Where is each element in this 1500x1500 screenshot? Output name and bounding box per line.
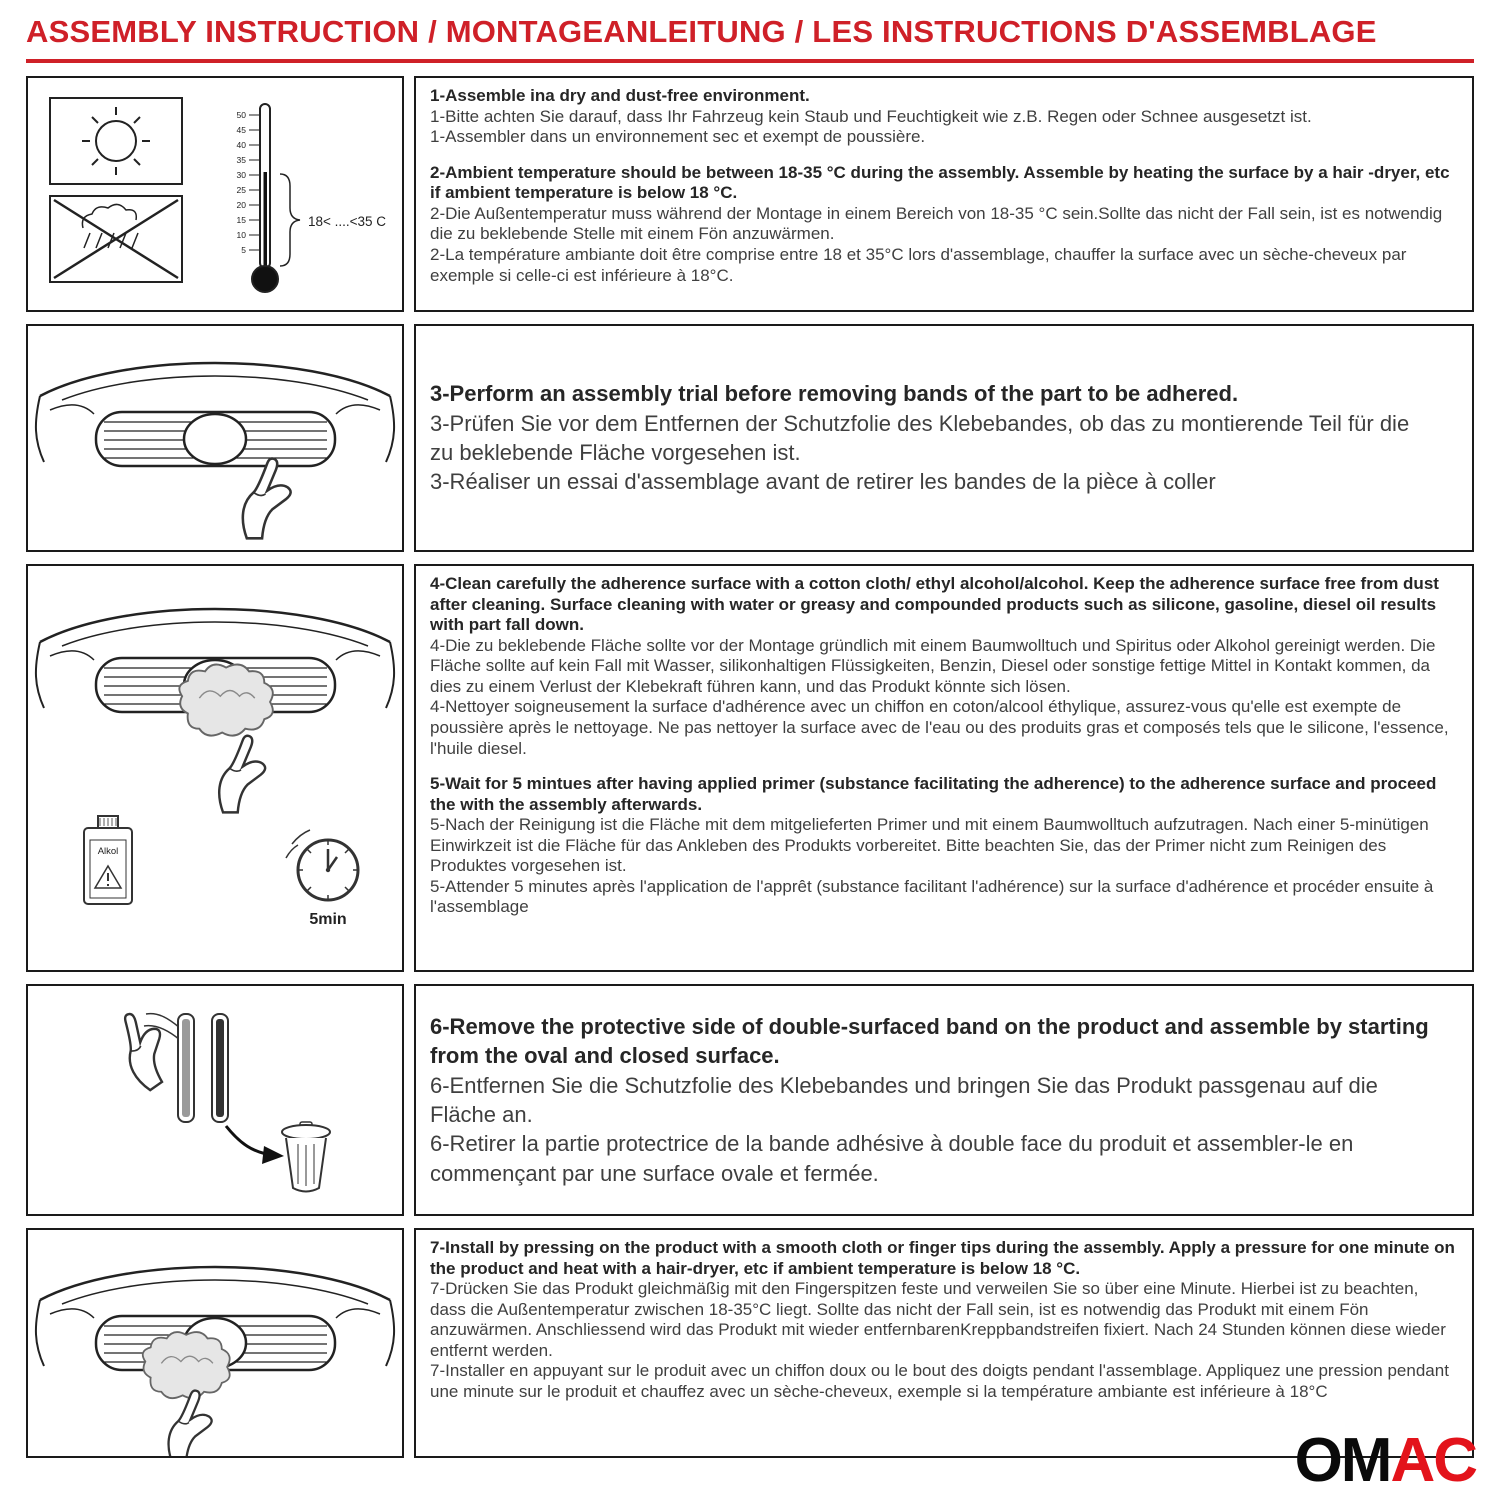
trash-can-icon xyxy=(282,1122,330,1192)
step1-en: 1-Assemble ina dry and dust-free environment. xyxy=(430,86,810,105)
no-rain-icon xyxy=(50,196,182,282)
illustration-assembly-trial xyxy=(26,324,404,552)
step7-en: 7-Install by pressing on the product with a smooth cloth or finger tips during the assembly. Apply a pressure for one minute on the product and heat with a hair-dryer, etc if ambient temperature is below 18 °C. xyxy=(430,1238,1455,1278)
car-front-graphic xyxy=(36,363,394,466)
instruction-text-steps-4-5 xyxy=(414,564,1474,972)
step7-fr: 7-Installer en appuyant sur le produit avec un chiffon doux ou le bout des doigts pendant l'assemblage. Appliquez une pression pendant une minute sur le produit et chauffez avec un sèche-cheveux, exemple si la température ambiante est inférieure à 18°C xyxy=(430,1361,1449,1401)
thermometer-icon xyxy=(237,104,387,292)
svg-text:50: 50 xyxy=(236,110,246,120)
illustration-environment-temperature xyxy=(26,76,404,312)
clock-icon xyxy=(286,830,358,928)
arrow-icon xyxy=(226,1126,284,1164)
instruction-row-2 xyxy=(26,324,1474,552)
step1-de: 1-Bitte achten Sie darauf, dass Ihr Fahrzeug kein Staub und Feuchtigkeit wie z.B. Regen oder Schnee ausgesetzt ist. xyxy=(430,106,1312,126)
step5-fr: 5-Attender 5 minutes après l'application de l'apprêt (substance facilitant l'adhérence) sur la surface d'adhérence et procéder ensuite à l'assemblage xyxy=(430,876,1434,917)
instruction-row-1 xyxy=(26,76,1474,312)
illustration-surface-cleaning xyxy=(26,564,404,972)
illustration-band-removal xyxy=(26,984,404,1216)
svg-text:30: 30 xyxy=(236,170,246,180)
bottle-label: Alkol xyxy=(97,846,119,857)
svg-text:35: 35 xyxy=(236,155,246,165)
instruction-text-steps-1-2 xyxy=(414,76,1474,312)
step7-de: 7-Drücken Sie das Produkt gleichmäßig mit den Fingerspitzen feste und verweilen Sie so über eine Minute. Hierbei ist zu beachten, dass die Außentemperatur zwischen 18-35°C liegt. Sollte das nicht der Fall sein, ist es notwendig das Produkt mit einem Fön anzuwärmen. Anschliessend wird das Produkt mit wieder entfernbarenKreppbandstreifen fixiert. Nach 24 Stunden können diese wieder entfernt werden. xyxy=(430,1279,1446,1360)
svg-text:5: 5 xyxy=(241,245,246,255)
step2-fr: 2-La température ambiante doit être comprise entre 18 et 35°C lors d'assemblage, chauffer la surface avec un sèche-cheveux par exemple si celle-ci est inférieure à 18°C. xyxy=(430,244,1407,285)
hand-icon xyxy=(104,1005,184,1092)
svg-text:15: 15 xyxy=(236,215,246,225)
hand-icon xyxy=(169,1391,212,1456)
svg-text:40: 40 xyxy=(236,140,246,150)
step6-en: 6-Remove the protective side of double-surfaced band on the product and assemble by starting from the oval and closed surface. xyxy=(430,1013,1429,1069)
step2-en: 2-Ambient temperature should be between 18-35 °C during the assembly. Assemble by heating the surface by a hair -dryer, etc if ambient temperature is below 18 °C. xyxy=(430,162,1450,203)
instruction-row-4 xyxy=(26,984,1474,1216)
step1-fr: 1-Assembler dans un environnement sec et exempt de poussière. xyxy=(430,127,926,147)
clock-label: 5min xyxy=(309,911,347,928)
band-removal-illustration xyxy=(28,986,402,1214)
trim-strips-graphic xyxy=(178,1014,228,1122)
step3-en: 3-Perform an assembly trial before removing bands of the part to be adhered. xyxy=(430,381,1239,407)
step5-en: 5-Wait for 5 mintues after having applied primer (substance facilitating the adherence) to the adherence surface and proceed the with the assembly afterwards. xyxy=(430,774,1437,814)
cloth-icon xyxy=(179,664,272,735)
step4-fr: 4-Nettoyer soigneusement la surface d'adhérence avec un chiffon en coton/alcool éthylique, assurez-vous qu'elle est exempte de poussière après le nettoyage. Ne pas nettoyer la surface avec de l'eau ou des produits gras et composés tels que le silicone, l'essence, l'huile diesel. xyxy=(430,697,1449,758)
sun-icon xyxy=(50,98,182,184)
instruction-row-3 xyxy=(26,564,1474,972)
svg-text:25: 25 xyxy=(236,185,246,195)
hand-icon xyxy=(243,459,291,539)
omac-logo xyxy=(1294,1426,1476,1495)
temp-range-label: 18< ....<35 C xyxy=(308,214,387,229)
page-title: ASSEMBLY INSTRUCTION / MONTAGEANLEITUNG / LES INSTRUCTIONS D'ASSEMBLAGE xyxy=(26,14,1377,49)
omac-logo-black: OM xyxy=(1294,1426,1391,1495)
step4-en: 4-Clean carefully the adherence surface with a cotton cloth/ ethyl alcohol/alcohol. Keep the adherence surface free from dust after cleaning. Surface cleaning with water or greasy and compounded products such as silicone, gasoline, diesel oil results with part fall down. xyxy=(430,574,1439,635)
assembly-trial-illustration xyxy=(28,326,402,550)
press-install-illustration xyxy=(28,1230,402,1456)
omac-logo-red: AC xyxy=(1390,1426,1476,1495)
step6-fr: 6-Retirer la partie protectrice de la bande adhésive à double face du produit et assembler-le en commençant par une surface ovale et fermée. xyxy=(430,1131,1354,1186)
svg-text:10: 10 xyxy=(236,230,246,240)
hand-icon xyxy=(219,736,265,813)
instruction-row-5 xyxy=(26,1228,1474,1458)
title-underline xyxy=(26,59,1474,63)
step2-de: 2-Die Außentemperatur muss während der Montage in einem Bereich von 18-35 °C sein.Sollte das nicht der Fall sein, ist es notwendig die zu beklebende Stelle mit einem Fön anzuwärmen. xyxy=(430,203,1443,244)
alcohol-bottle-icon xyxy=(84,816,132,904)
illustration-press-install xyxy=(26,1228,404,1458)
step4-de: 4-Die zu beklebende Fläche sollte vor der Montage gründlich mit einem Baumwolltuch und Spiritus oder Alkohol gereinigt werden. Die Fläche sollte auf kein Fall mit Wasser, silikonhaltigen Flüssigkeiten, Benzin, Diesel oder sonstige fettige Mittel in Kontakt kommen, da dies zu einem Verlust der Klebekraft führen kann, und das Produkt könnte sich lösen. xyxy=(430,635,1436,696)
step5-de: 5-Nach der Reinigung ist die Fläche mit dem mitgelieferten Primer und mit einem Baumwolltuch aufzutragen. Nach einer 5-minütigen Einwirkzeit ist die Fläche für das Ankleben des Produkts vorbereitet. Bitte beachten Sie, das der Primer nicht zum Reinigen des Produktes vorgesehen ist. xyxy=(430,815,1429,876)
step3-de: 3-Prüfen Sie vor dem Entfernen der Schutzfolie des Klebebandes, ob das zu montierende Teil für die zu beklebende Fläche vorgesehen ist. xyxy=(430,410,1410,465)
environment-illustration xyxy=(28,80,402,308)
cloth-icon xyxy=(143,1332,230,1398)
svg-text:45: 45 xyxy=(236,125,246,135)
instruction-text-step-6 xyxy=(414,984,1474,1216)
instruction-text-step-7 xyxy=(414,1228,1474,1458)
svg-text:20: 20 xyxy=(236,200,246,210)
step6-de: 6-Entfernen Sie die Schutzfolie des Klebebandes und bringen Sie das Produkt passgenau auf die Fläche an. xyxy=(430,1072,1378,1127)
surface-cleaning-illustration xyxy=(28,568,402,968)
instruction-text-step-3 xyxy=(414,324,1474,552)
step3-fr: 3-Réaliser un essai d'assemblage avant de retirer les bandes de la pièce à coller xyxy=(430,469,1216,495)
